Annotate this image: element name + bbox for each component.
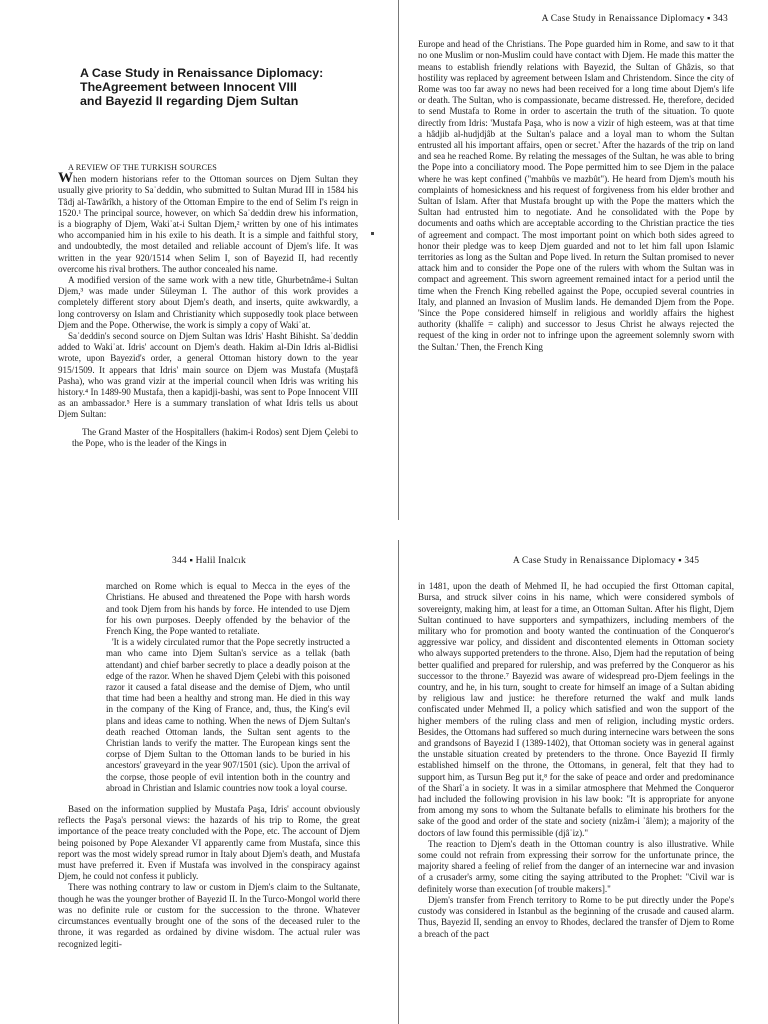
paragraph-reaction: The reaction to Djem's death in the Ottoman country is also illustrative. While some could not refrain from expressing their sorrow for the unfortunate prince, the majority shared a feeling of relief from the danger of an internecine war and invasion of a crusader's army, some citing the saying attributed to the Prophet: "Civil war is definitely worse than execution [of trouble makers].": [418, 838, 734, 894]
title-line-3: and Bayezid II regarding Djem Sultan: [80, 94, 299, 108]
quote-text: The Grand Master of the Hospitallers (hakim-i Rodos) sent Djem Çelebi to the Pope, who is the leader of the Kings in: [72, 426, 358, 448]
quote-paragraph-2: 'It is a widely circulated rumor that the Pope secretly instructed a man who came into Djem Sultan's service as a tellak (bath attendant) and chief barber secretly to place a deadly poison at the edge of the razor. When he shaved Djem Çelebi with this poisoned razor it caused a fatal disease and the demise of Djem, who until that time had been a healthy and strong man. He died in this way in the company of the King of France, and, thus, the King's evil plans and ideas came to nothing. When the news of Djem Sultan's death reached Ottoman lands, the Sultan sent agents to the Christian lands to verify the matter. The European kings sent the corpse of Djem Sultan to the Ottoman lands to be buried in his ancestors' graveyard in the year 907/1501 (sic). Upon the arrival of the corpse, those people of evil intention both in the country and abroad in Christian and Islamic countries now took a loyal course.: [106, 637, 350, 793]
drop-cap: W: [58, 170, 73, 187]
quote-continuation: Europe and head of the Christians. The Pope guarded him in Rome, and saw to it that no one Muslim or non-Muslim could have contact with Djem. He made this matter the means to establish friendly relations with Bayezid, the Sultan of Ghâzis, so that hostility was replaced by agreement between Islam and Christendom. Since the city of Rome was too far away no news had been received for a long time about Djem's life or death. The Sultan, who is compassionate, became distressed. He, therefore, decided to send Mustafa to Rome in order to ascertain the truth of the situation. To quote directly from Idris: 'Mustafa Paşa, who is now a vizir of high esteem, was at that time a hâdjib al-hudjdjâb at the Sultan's palace and a loyal man to whom the Sultan entrusted all his important affairs, open or secret.' After the hazards of the trip on land and sea he reached Rome. By relating the messages of the Sultan, he was able to bring the Pope into a conciliatory mood. The Pope permitted him to see Djem in the palace where he was kept confined ("mahbûs ve mazbût"). He heard from Djem's mouth his complaints of homesickness and his request of forgiveness from his elder brother and Sultan of Islam. After that Mustafa brought up with the Pope the matters which the Sultan had entrusted him to negotiate. And he consolidated with the Pope by documents and oaths which are acceptable according to the Christian practice the ties of agreement and compact. The most important point on which both sides agreed to honor their pledge was to keep Djem guarded and not to let him fall upon Islamic territories as long as the Sultan and Pope lived. In return the Sultan promised to never attack him and to consider the Pope one of the rulers with whom the Sultan was in compact and agreement. This sworn agreement remained intact for a period until the time when the French King rebelled against the Pope, occupied several countries in Italy, and planned an Invasion of Muslim lands. He demanded Djem from the Pope. 'Since the Pope considered himself in religious and worldly affairs the highest authority (khalîfe = caliph) and successor to Jesus Christ he always rejected the request of the king in order not to infringe upon the agreement solemnly sworn with the Sultan.' Then, the French King: [418, 39, 734, 352]
running-head: A Case Study in Renaissance Diplomacy ▪ 345: [512, 556, 700, 566]
quote-paragraph-1: marched on Rome which is equal to Mecca in the eyes of the Christians. He abused and threatened the Pope with harsh words and took Djem from his hands by force. He intended to use Djem for his own purposes. Deeply offended by the behavior of the French King, the Pope wanted to retaliate.: [106, 581, 350, 637]
scan-mark: [371, 232, 374, 235]
running-head: 344 ▪ Halil İnalcık: [172, 556, 246, 566]
paragraph-bursa: in 1481, upon the death of Mehmed II, he had occupied the first Ottoman capital, Bursa, and struck silver coins in his name, which were considered symbols of sovereignty, making him, at least for a time, an Ottoman Sultan. After his flight, Djem Sultan continued to have supporters and sympathizers, including members of the military who for promotion and booty wanted the continuation of the Conqueror's aggressive war policy, and dissident and discontented elements in Ottoman society who always supported pretenders to the throne. Also, Djem had the reputation of being better qualified and prepared for rulership, and was preferred by the Conqueror as his successor to the throne.⁷ Bayezid was aware of widespread pro-Djem feelings in the country, and he, in his turn, sought to create for himself an image of a Sultan abiding by religious law and justice: he therefore returned the wakf and mulk lands confiscated under Mehmed II, a policy which satisfied and won the support of the higher members of the ruling class and men of religion, including mystic orders. Besides, the Ottomans had suffered so much during internecine wars between the sons and grandsons of Bayezid I (1389-1402), that Ottoman society was in general against the unstable situation created by pretenders to the throne. Once Bayezid II firmly established himself on the throne, the Ottomans, in general, felt that they had to support him, as Tursun Beg put it,⁸ for the sake of peace and order and predominance of the Sharîʿa in society. It was in a similar atmosphere that Mehmed the Conqueror had included the following provision in his law book: "It is appropriate for anyone from among my sons to whom the Sultanate befalls to eliminate his brothers for the sake of the good and order of the state and society (nizâm-i ʿâlem); a majority of the doctors of law found this permissible (djâʾiz).": [418, 581, 734, 838]
title-line-2: TheAgreement between Innocent VIII: [80, 80, 297, 94]
page-342: [58, 66, 358, 516]
paragraph-second-source: Saʿdeddin's second source on Djem Sultan was Idris' Hasht Bihisht. Saʿdeddin added to Wakiʿat. Idris' account on Djem's death. Hakim al-Din Idris al-Bidlisi wrote, upon Bayezid's order, a general Ottoman history down to the year 915/1509. It appears that Idris' main source on Djem was Mustafa (Muṣṭafâ Pasha), who was grand vizir at the imperial council when Idris was writing his history.⁴ In 1489-90 Mustafa, then a kapidji-bashi, was sent to Pope Innocent VIII as an ambassador.⁵ Here is a summary translation of what Idris tells us about Djem Sultan:: [58, 331, 358, 420]
idris-quote-end: [106, 581, 350, 794]
idris-quote-start: [72, 427, 358, 449]
page-344: [58, 556, 360, 1024]
book-spine-bottom: [398, 540, 399, 1024]
page-343: [418, 14, 734, 514]
paragraph-succession: There was nothing contrary to law or custom in Djem's claim to the Sultanate, though he was the younger brother of Bayezid II. In the Turco-Mongol world there was no definite rule or custom for the succession to the throne. Whatever circumstances eventually brought one of the sons of the deceased ruler to the throne, it was regarded as ordained by divine wisdom. The actual ruler was recognized legiti-: [58, 882, 360, 949]
paragraph-analysis: Based on the information supplied by Mustafa Paşa, Idris' account obviously reflects the Paşa's personal views: the hazards of his trip to Rome, the great importance of the peace treaty concluded with the Pope, etc. The account of Djem being poisoned by Pope Alexander VI apparently came from Mustafa, since this report was the most widely spread rumor in Italy about Djem's death, and Mustafa must have preferred it. Even if Mustafa was involved in the conspiracy against Djem, he could not confess it publicly.: [58, 804, 360, 882]
paragraph-intro-text: hen modern historians refer to the Ottoman sources on Djem Sultan they usually give priority to Saʿdeddin, who submitted to Sultan Murad III in 1584 his Tâdj al-Tawârîkh, a history of the Ottoman Empire to the end of Selim I's reign in 1520.¹ The principal source, however, on which Saʿdeddin drew his information, is a biography of Djem, Wakiʿat-i Sultan Djem,² written by one of his intimates who accompanied him in his exile to his death. It is a simple and faithful story, and undoubtedly, the most detailed and reliable account of Djem's life. It was written in the year 920/1514 when Selim I, son of Bayezid II, had recently overcome his rival brothers. The author concealed his name.: [58, 174, 358, 274]
running-head: A Case Study in Renaissance Diplomacy ▪ 343: [541, 14, 728, 24]
title-line-1: A Case Study in Renaissance Diplomacy:: [80, 66, 324, 80]
page-345: [418, 556, 734, 1024]
article-title: [80, 66, 358, 108]
paragraph-transfer: Djem's transfer from French territory to Rome to be put directly under the Pope's custody was considered in Istanbul as the beginning of the crusade and caused alarm. Thus, Bayezid II, sending an envoy to Rhodes, declared the transfer of Djem to Rome a breach of the pact: [418, 894, 734, 939]
paragraph-modified-version: A modified version of the same work with a new title, Ghurbetnâme-i Sultan Djem,³ was made under Süleyman I. The author of this work provides a completely different story about Djem's death, and inserts, quite awkwardly, a long controversy on Islam and Christianity which supposedly took place between Djem and the Pope. Otherwise, the work is simply a copy of Wakiʿat.: [58, 275, 358, 330]
book-spine-top: [398, 0, 399, 520]
section-heading: A REVIEW OF THE TURKISH SOURCES: [68, 163, 217, 172]
paragraph-intro: [58, 170, 358, 275]
